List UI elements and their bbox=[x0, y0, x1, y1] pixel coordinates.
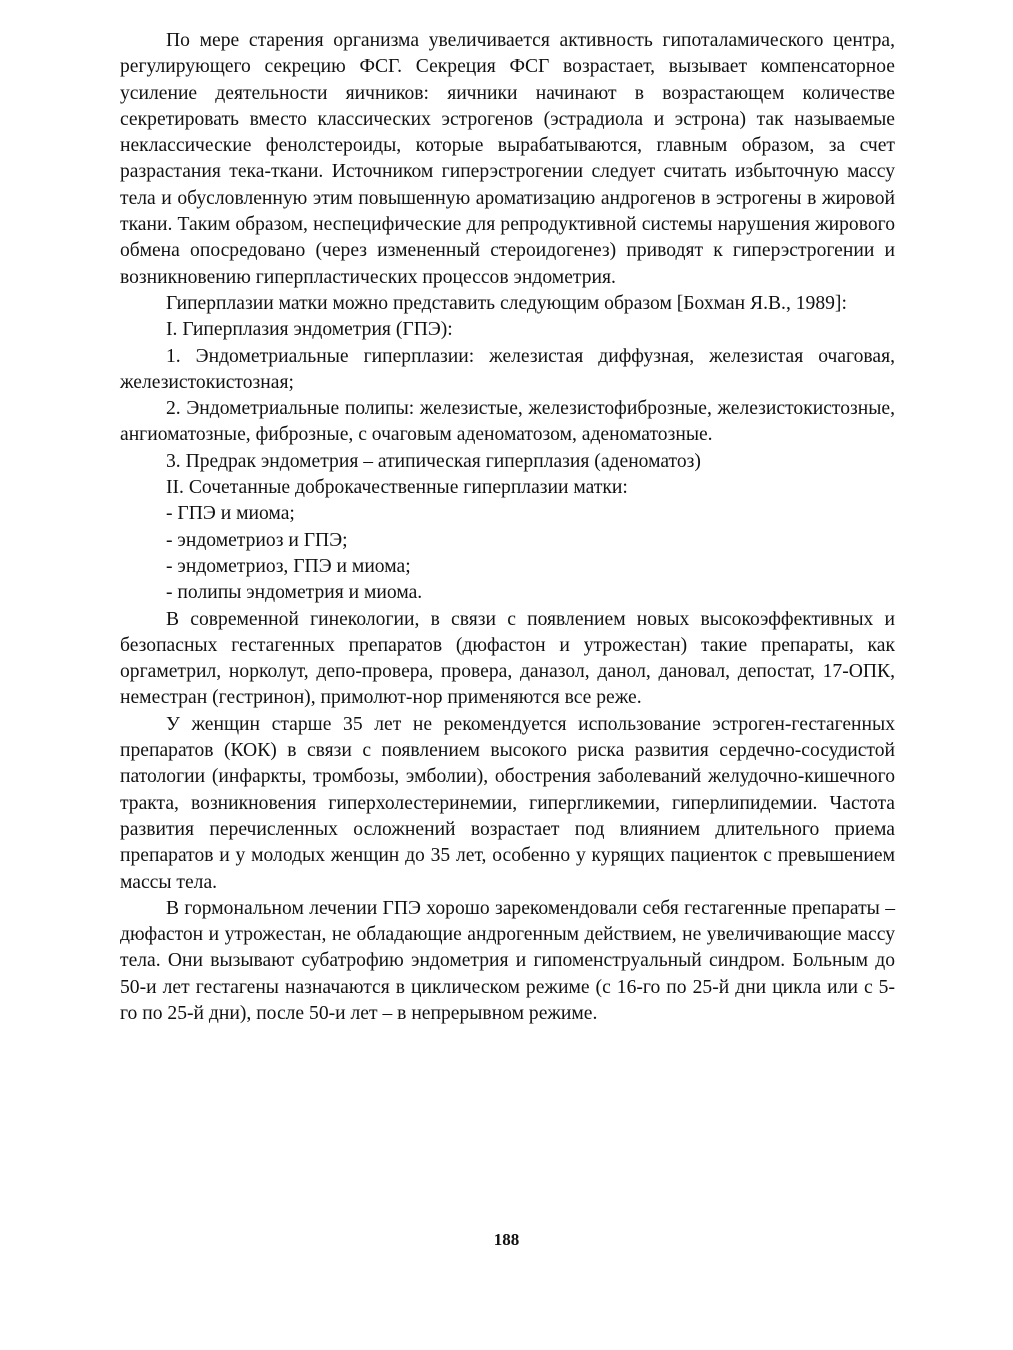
list-item-precancer: 3. Предрак эндометрия – атипическая гиперплазия (аденоматоз) bbox=[166, 450, 701, 472]
page-number: 188 bbox=[493, 1230, 520, 1249]
bullet-item: - полипы эндометрия и миома. bbox=[166, 582, 423, 604]
bullet-item: - эндометриоз, ГПЭ и миома; bbox=[166, 555, 411, 577]
list-item-endometrial-polyps: 2. Эндометриальные полипы: железистые, железистофиброзные, железистокистозные, ангиоматозные, фиброзные, с очаговым аденоматозом, аденоматозные. bbox=[120, 398, 895, 446]
paragraph-modern-gynecology: В современной гинекологии, в связи с появлением новых высокоэффективных и безопасных гестагенных препаратов (дюфастон и утрожестан) такие препараты, как оргаметрил, норколут, депо-провера, провера, даназол, данол, дановал, депостат, 17-ОПК, неместран (гестринон), примолют-нор применяются все реже. bbox=[120, 608, 895, 709]
paragraph-women-over-35: У женщин старше 35 лет не рекомендуется использование эстроген-гестагенных препаратов (КОК) в связи с появлением высокого риска развития сердечно-сосудистой патологии (инфаркты, тромбозы, эмболии), обострения заболеваний желудочно-кишечного тракта, возникновения гиперхолестеринемии, гипергликемии, гиперлипидемии. Частота развития перечисленных осложнений возрастает под влиянием длительного приема препаратов и у молодых женщин до 35 лет, особенно у курящих пациенток с превышением массы тела. bbox=[120, 713, 895, 893]
paragraph-ovarian-aging: По мере старения организма увеличивается активность гипоталамического центра, регулирующего секрецию ФСГ. Секреция ФСГ возрастает, вызывает компенсаторное усиление деятельности яичников: яичники начинают в возрастающем количестве секретировать вместо классических эстрогенов (эстрадиола и эстрона) так называемые неклассические фенолстероиды, которые вырабатываются, главным образом, за счет разрастания тека-ткани. Источником гиперэстрогении следует считать избыточную массу тела и обусловленную этим повышенную ароматизацию андрогенов в эстрогены в жировой ткани. Таким образом, неспецифические для репродуктивной системы нарушения жирового обмена опосредовано (через измененный стероидогенез) приводят к гиперэстрогении и возникновению гиперпластических процессов эндометрия. bbox=[120, 30, 895, 288]
page-body bbox=[120, 28, 895, 1027]
bullet-item: - ГПЭ и миома; bbox=[166, 503, 295, 525]
bullet-item: - эндометриоз и ГПЭ; bbox=[166, 529, 348, 551]
paragraph-hormonal-treatment: В гормональном лечении ГПЭ хорошо зарекомендовали себя гестагенные препараты – дюфастон и утрожестан, не обладающие андрогенным действием, не увеличивающие массу тела. Они вызывают субатрофию эндометрия и гипоменструальный синдром. Больным до 50-и лет гестагены назначаются в циклическом режиме (с 16-го по 25-й дни цикла или с 5-го по 25-й дни), после 50-и лет – в непрерывном режиме. bbox=[120, 897, 895, 1024]
paragraph-hyperplasia-intro: Гиперплазии матки можно представить следующим образом [Бохман Я.В., 1989]: bbox=[166, 292, 847, 314]
section-heading-endometrial-hyperplasia: I. Гиперплазия эндометрия (ГПЭ): bbox=[166, 319, 453, 341]
list-item-endometrial-hyperplasias: 1. Эндометриальные гиперплазии: железистая диффузная, железистая очаговая, железистокистозная; bbox=[120, 345, 895, 393]
section-heading-combined-hyperplasias: II. Сочетанные доброкачественные гиперплазии матки: bbox=[166, 477, 628, 499]
